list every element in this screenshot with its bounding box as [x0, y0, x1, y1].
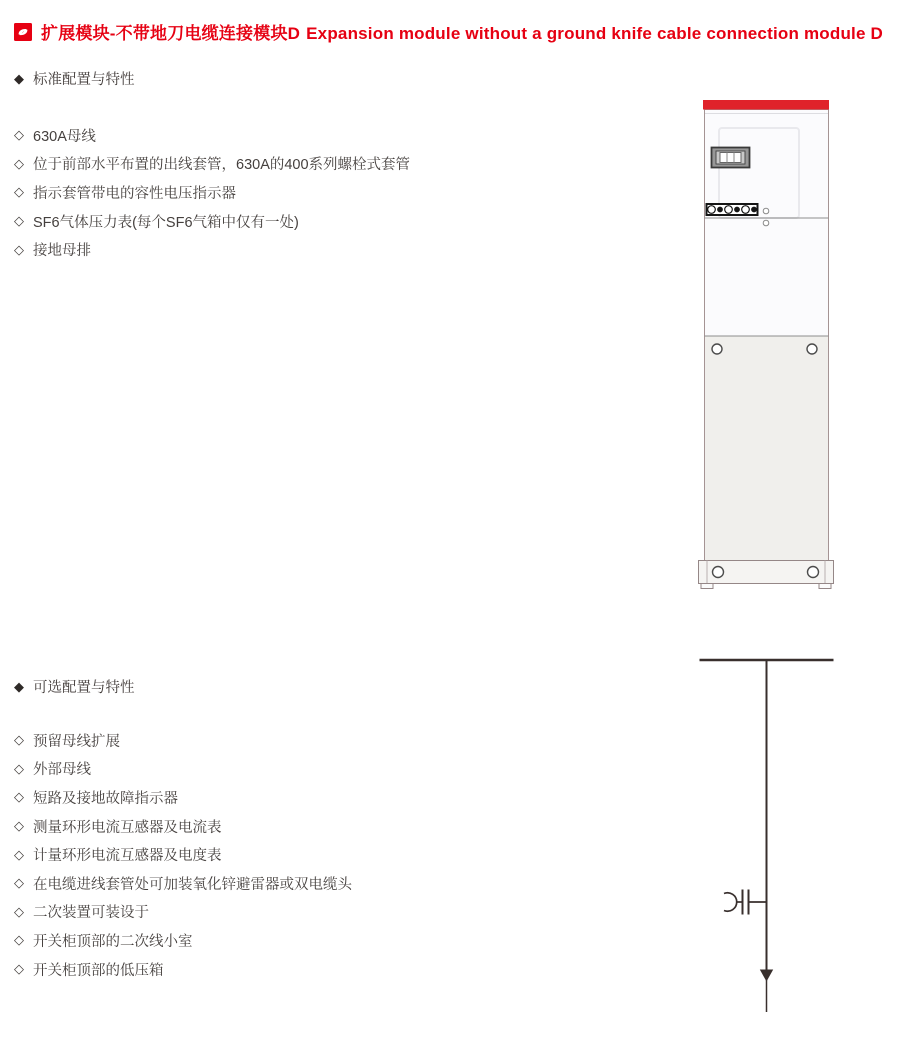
list-item — [14, 726, 352, 755]
bolt-icon — [712, 344, 722, 354]
cabinet-base — [699, 561, 834, 589]
diamond-outline-icon: ◇ — [14, 184, 24, 200]
cabinet-voltage-indicator-strip — [707, 204, 758, 215]
list-item — [14, 121, 410, 150]
section-heading-standard — [14, 68, 135, 89]
feature-text: 开关柜顶部的二次线小室 — [33, 933, 193, 950]
cabinet-foot — [819, 584, 831, 589]
page-title — [41, 19, 883, 44]
diamond-outline-icon: ◇ — [14, 903, 24, 919]
feature-text: 630A母线 — [33, 128, 96, 145]
section-heading-optional — [14, 676, 135, 697]
diamond-outline-icon: ◇ — [14, 213, 24, 229]
diamond-outline-icon: ◇ — [14, 241, 24, 257]
screw-icon — [763, 208, 769, 214]
page-header — [14, 19, 883, 44]
cabinet-mimic-display — [712, 148, 750, 168]
arrow-down-icon — [760, 970, 773, 982]
feature-text: 预留母线扩展 — [33, 733, 120, 750]
list-item — [14, 812, 352, 841]
bolt-icon — [808, 567, 819, 578]
list-item — [14, 869, 352, 898]
diamond-outline-icon: ◇ — [14, 846, 24, 862]
diamond-outline-icon: ◇ — [14, 760, 24, 776]
standard-feature-list — [14, 121, 410, 264]
bolt-icon — [713, 567, 724, 578]
feature-text: 指示套管带电的容性电压指示器 — [33, 185, 236, 202]
cabinet-lower-panel — [705, 336, 828, 560]
feature-text: 接地母排 — [33, 243, 91, 260]
feature-text: 外部母线 — [33, 762, 91, 779]
feature-text: 在电缆进线套管处可加装氧化锌避雷器或双电缆头 — [33, 876, 352, 893]
diamond-outline-icon: ◇ — [14, 961, 24, 977]
list-item — [14, 755, 352, 784]
diamond-filled-icon: ◆ — [14, 70, 24, 86]
diamond-outline-icon: ◇ — [14, 932, 24, 948]
list-item — [14, 898, 352, 927]
diamond-filled-icon: ◆ — [14, 678, 24, 694]
diamond-outline-icon: ◇ — [14, 789, 24, 805]
section-title: 可选配置与特性 — [33, 680, 135, 696]
diamond-outline-icon: ◇ — [14, 818, 24, 834]
list-item — [14, 955, 352, 984]
list-item — [14, 235, 410, 264]
cabinet-red-band — [703, 100, 829, 110]
capacitive-voltage-indicator-symbol — [724, 890, 766, 915]
switchgear-cabinet-figure — [690, 94, 840, 594]
page-title-zh: 扩展模块-不带地刀电缆连接模块D — [41, 24, 301, 43]
list-item — [14, 926, 352, 955]
feature-text: 开关柜顶部的低压箱 — [33, 962, 164, 979]
cabinet-foot — [701, 584, 713, 589]
screw-icon — [763, 220, 769, 226]
feature-text: 位于前部水平布置的出线套管，630A的400系列螺栓式套管 — [33, 157, 411, 174]
list-item — [14, 783, 352, 812]
list-item — [14, 207, 410, 236]
section-title: 标准配置与特性 — [33, 72, 135, 88]
diamond-outline-icon: ◇ — [14, 155, 24, 171]
brand-swoosh-icon — [14, 23, 32, 41]
diamond-outline-icon: ◇ — [14, 127, 24, 143]
feature-text: 二次装置可装设于 — [33, 905, 149, 922]
feature-text: SF6气体压力表(每个SF6气箱中仅有一处) — [33, 214, 299, 231]
page-title-en: Expansion module without a ground knife cable connection module D — [306, 24, 884, 43]
optional-feature-list — [14, 726, 352, 983]
list-item — [14, 150, 410, 179]
bolt-icon — [807, 344, 817, 354]
list-item — [14, 840, 352, 869]
feature-text: 计量环形电流互感器及电度表 — [33, 848, 222, 865]
feature-text: 短路及接地故障指示器 — [33, 790, 178, 807]
single-line-diagram — [692, 648, 900, 1020]
list-item — [14, 178, 410, 207]
diamond-outline-icon: ◇ — [14, 875, 24, 891]
feature-text: 测量环形电流互感器及电流表 — [33, 819, 222, 836]
diamond-outline-icon: ◇ — [14, 732, 24, 748]
